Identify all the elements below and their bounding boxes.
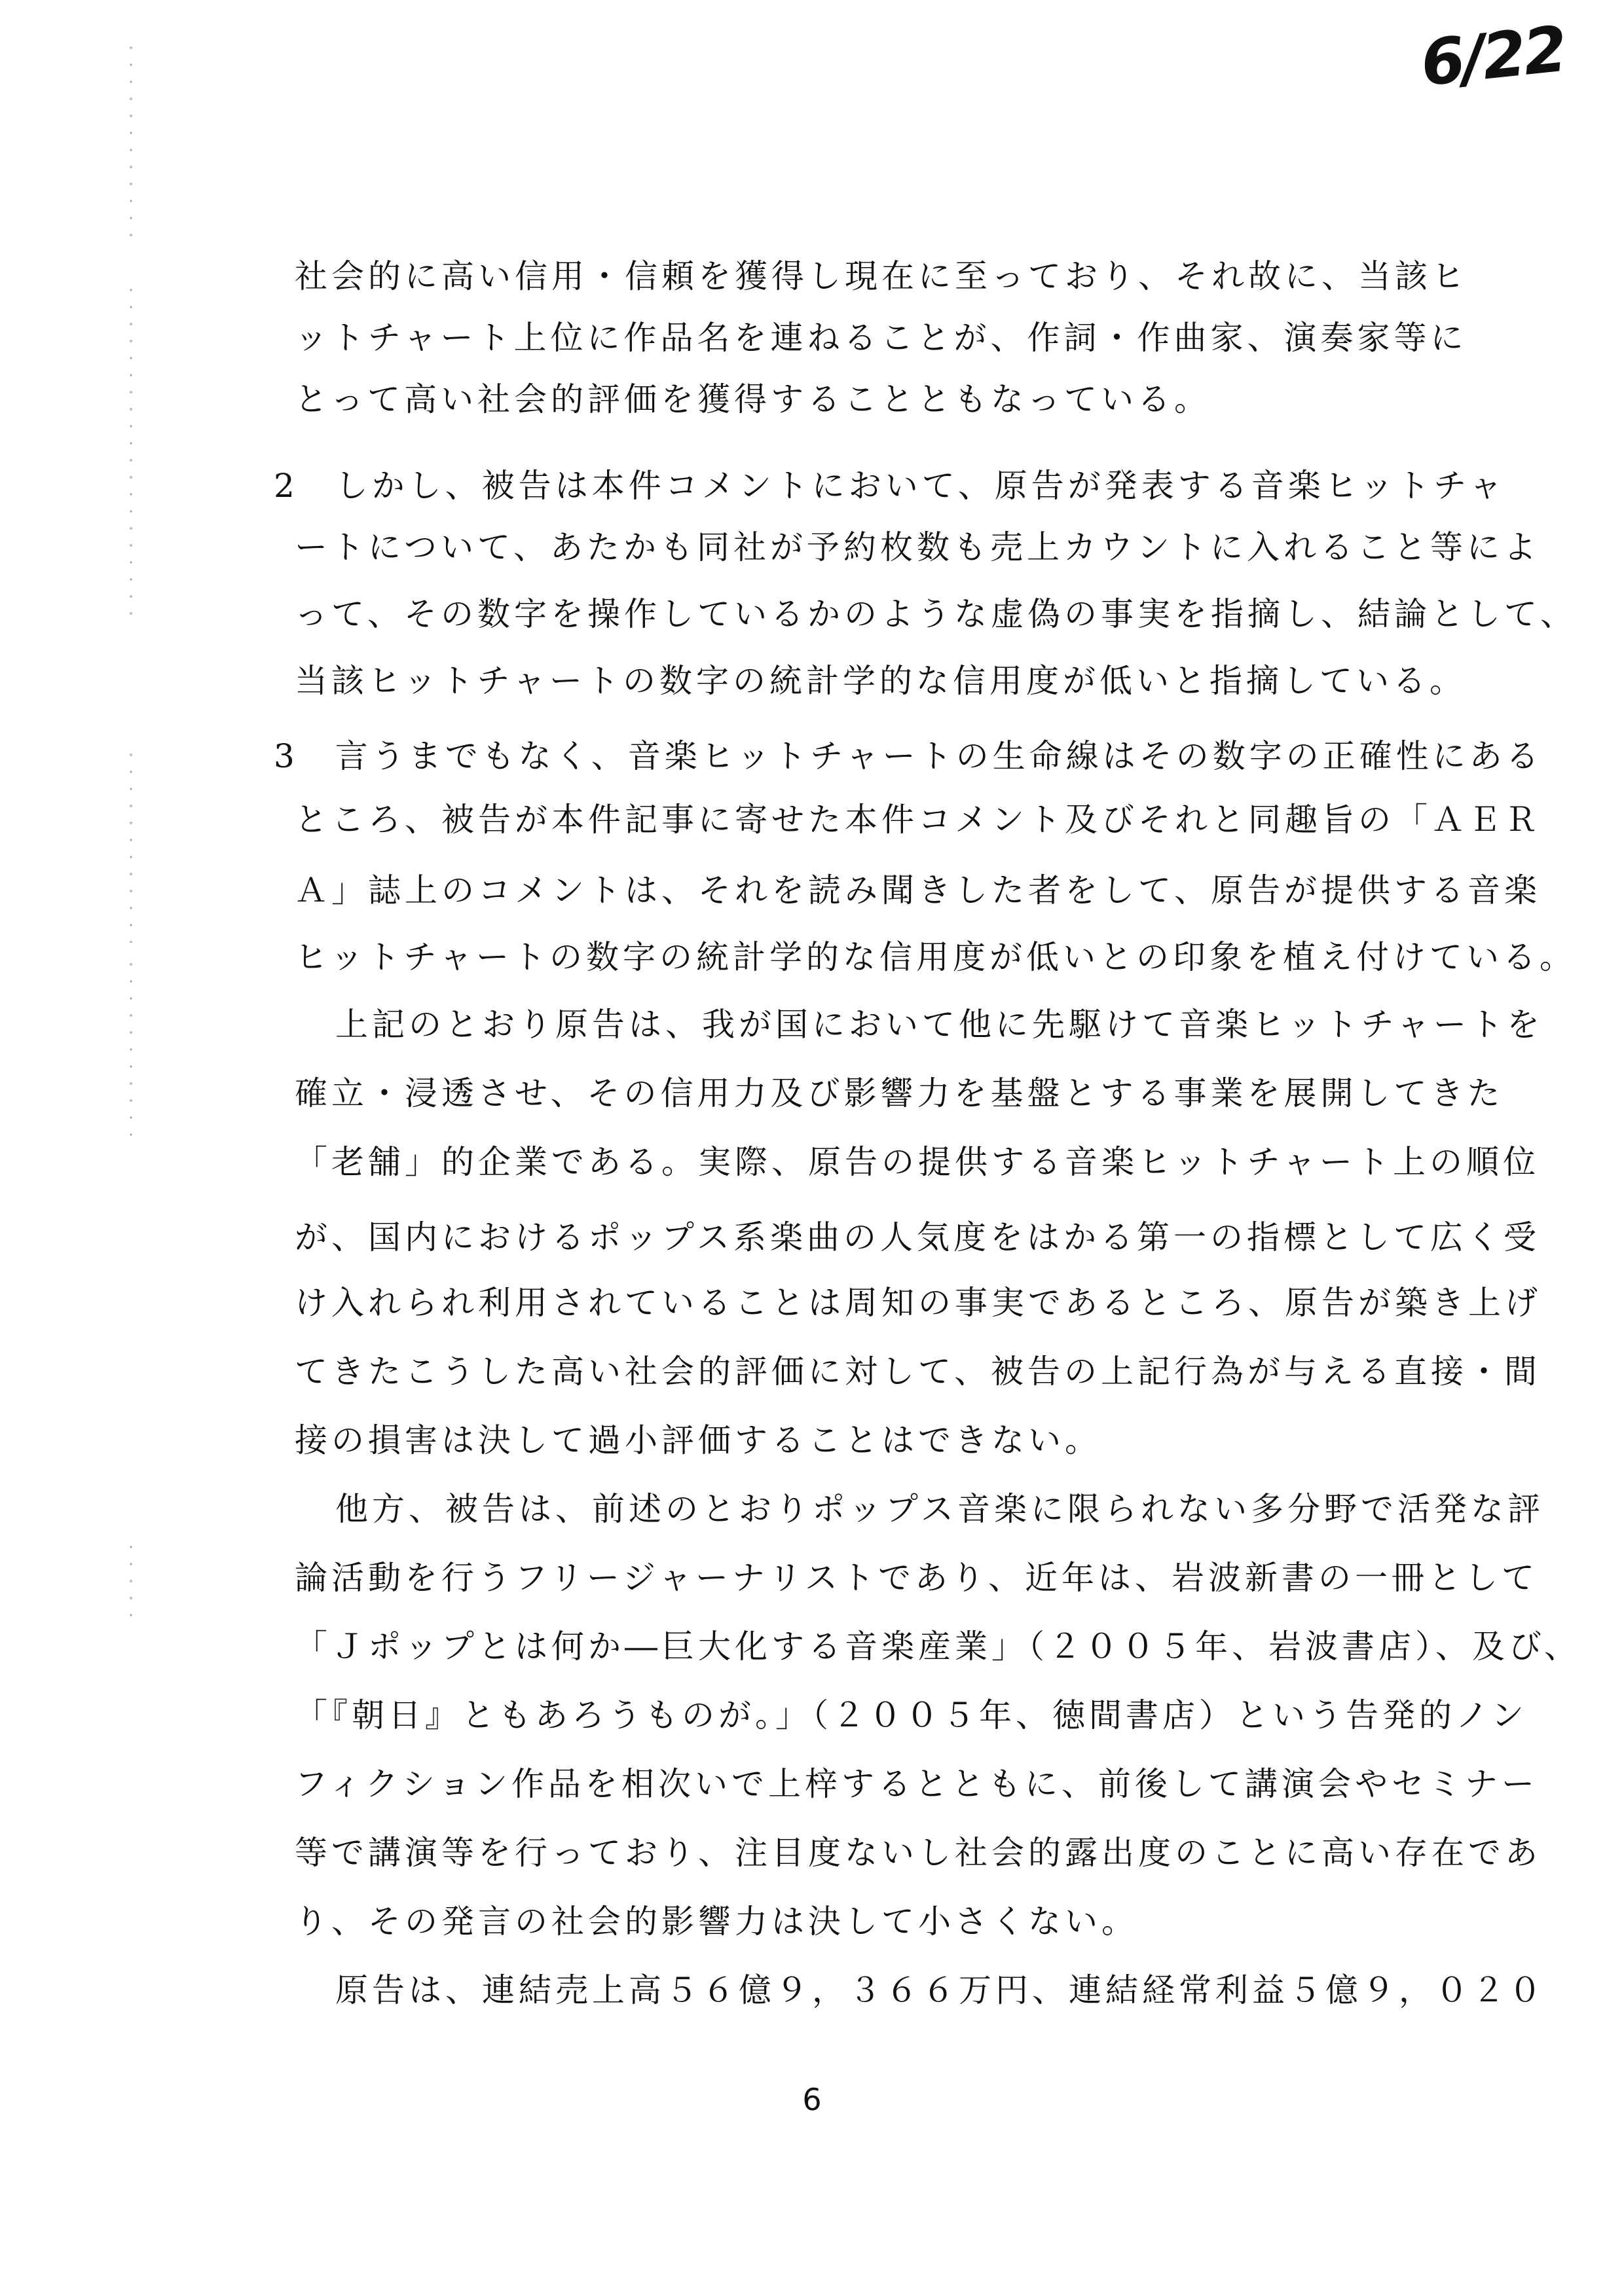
text-line: 2 しかし、被告は本件コメントにおいて、原告が発表する音楽ヒットチャ	[274, 467, 1506, 505]
text-line: 論活動を行うフリージャーナリストであり、近年は、岩波新書の一冊として	[295, 1559, 1538, 1597]
text-line: フィクション作品を相次いで上梓するとともに、前後して講演会やセミナー	[295, 1765, 1538, 1803]
text-line: 当該ヒットチャートの数字の統計学的な信用度が低いと指摘している。	[295, 662, 1466, 700]
text-line: 「Ｊポップとは何か―巨大化する音楽産業」（２００５年、岩波書店）、及び、	[295, 1628, 1581, 1666]
text-line: ートについて、あたかも同社が予約枚数も売上カウントに入れること等によ	[295, 528, 1540, 566]
text-line: 等で講演等を行っており、注目度ないし社会的露出度のことに高い存在であ	[295, 1834, 1541, 1872]
scan-artifact-dots	[128, 282, 134, 622]
text-line: 原告は、連結売上高５６億９，３６６万円、連結経常利益５億９，０２０	[335, 1971, 1545, 2009]
scan-artifact-dots	[128, 746, 134, 943]
text-line: ところ、被告が本件記事に寄せた本件コメント及びそれと同趣旨の「ＡＥＲ	[295, 801, 1541, 839]
text-line: 3 言うまでもなく、音楽ヒットチャートの生命線はその数字の正確性にある	[274, 737, 1543, 775]
text-line: 確立・浸透させ、その信用力及び影響力を基盤とする事業を展開してきた	[295, 1074, 1504, 1112]
page-number: 6	[802, 2082, 822, 2117]
text-line: り、その発言の社会的影響力は決して小さくない。	[295, 1903, 1138, 1941]
text-line: 上記のとおり原告は、我が国において他に先駆けて音楽ヒットチャートを	[335, 1006, 1543, 1044]
text-line: Ａ」誌上のコメントは、それを読み聞きした者をして、原告が提供する音楽	[295, 871, 1541, 909]
text-line: 接の損害は決して過小評価することはできない。	[295, 1421, 1101, 1459]
handwritten-page-mark: 6/22	[1417, 12, 1568, 101]
text-line: ットチャート上位に作品名を連ねることが、作詞・作曲家、演奏家等に	[295, 319, 1467, 357]
text-line: 「『朝日』ともあろうものが。」（２００５年、徳間書店）という告発的ノン	[295, 1696, 1528, 1734]
text-line: け入れられ利用されていることは周知の事実であるところ、原告が築き上げ	[295, 1284, 1541, 1322]
text-line: ヒットチャートの数字の統計学的な信用度が低いとの印象を植え付けている。	[295, 938, 1576, 976]
text-line: 社会的に高い信用・信頼を獲得し現在に至っており、それ故に、当該ヒ	[295, 257, 1468, 295]
text-line: が、国内におけるポップス系楽曲の人気度をはかる第一の指標として広く受	[295, 1218, 1540, 1256]
scan-artifact-dots	[128, 1539, 134, 1617]
text-line: てきたこうした高い社会的評価に対して、被告の上記行為が与える直接・間	[295, 1353, 1541, 1391]
scan-artifact-dots	[128, 956, 134, 1139]
text-line: とって高い社会的評価を獲得することともなっている。	[295, 380, 1211, 418]
scan-artifact-dots	[128, 39, 134, 249]
text-line: 「老舗」的企業である。実際、原告の提供する音楽ヒットチャート上の順位	[295, 1143, 1540, 1181]
text-line: 他方、被告は、前述のとおりポップス音楽に限られない多分野で活発な評	[335, 1490, 1544, 1528]
text-line: って、その数字を操作しているかのような虚偽の事実を指摘し、結論として、	[295, 595, 1577, 633]
